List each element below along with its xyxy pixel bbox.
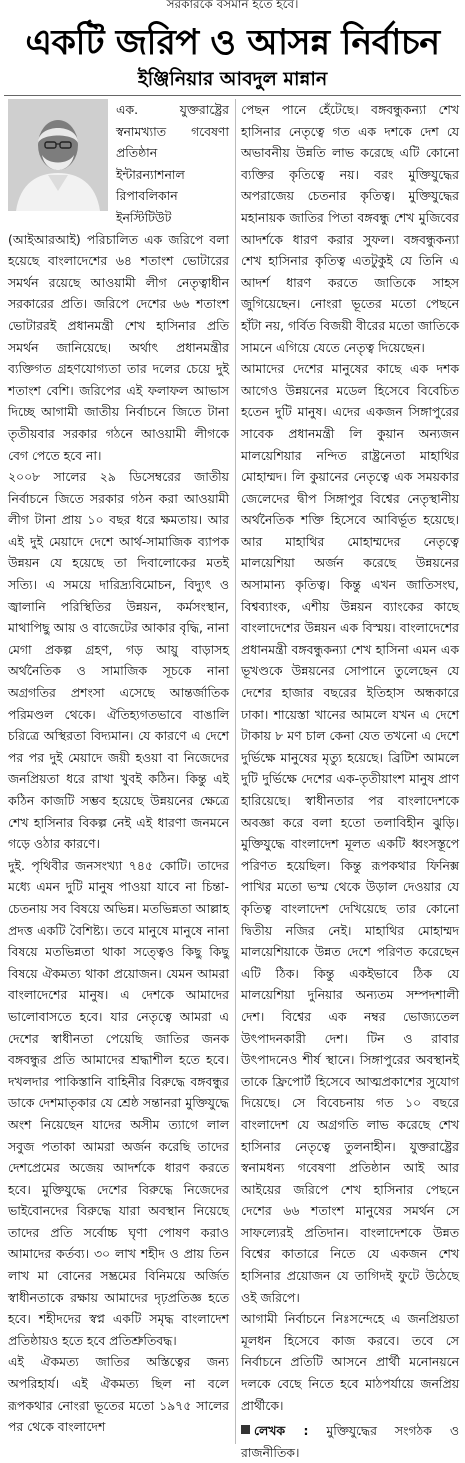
paragraph-1: এক. যুক্তরাষ্ট্রের স্বনামখ্যাত গবেষণা প্রতিষ্ঠান ইন্টারন্যাশনাল রিপাবলিকান ইনস্টিটিউট (আইআরআই) পরিচালিত এক জরিপে বলা হয়েছে বাংলাদেশের ৬৪ শতাংশ ভোটারের সমর্থন রয়েছে আওয়ামী লীগ নেতৃত্বাধীন সরকারের প্রতি। জরিপে দেশের ৬৬ শতাংশ ভোটাররই প্রধানমন্ত্রী শেখ হাসিনার প্রতি সমর্থন জানিয়েছে। অর্থাৎ প্রধানমন্ত্রীর ব্যক্তিগত গ্রহণযোগ্যতা তার দলের চেয়ে দুই শতাংশ বেশি। জরিপের এই ফলাফল আভাস দিচ্ছে আগামী জাতীয় নির্বাচনে জিতে টানা তৃতীয়বার সরকার গঠনে আওয়ামী লীগকে বেগ পেতে হবে না। [8, 102, 229, 463]
header-divider [4, 95, 461, 96]
author-photo [8, 99, 108, 211]
paragraph-4: এই ঐকমত্য জাতির অস্তিত্বের জন্য অপরিহার্য। এই ঐকমত্য ছিল না বলে রূপকথার নোংরা ভূতের মতো ১৯৭৫ সালের পর থেকে বাংলাদেশ [8, 1354, 229, 1435]
square-bullet-icon [241, 1425, 250, 1434]
column-divider [235, 99, 236, 1444]
previous-article-cut-line: সরকারকে বসমান হতে হবে। [166, 0, 299, 11]
author-note-text: মুক্তিযুদ্ধের সংগঠক ও রাজনীতিক। [241, 1423, 459, 1460]
author-portrait-image [8, 99, 108, 211]
article-headline: একটি জরিপ ও আসন্ন নির্বাচন [25, 23, 440, 63]
author-byline: ইঞ্জিনিয়ার আবদুল মান্নান [137, 68, 328, 90]
author-note-label: লেখক : [254, 1423, 309, 1439]
article-column-right [241, 99, 459, 1460]
paragraph-6: আমাদের দেশের মানুষের কাছে এক দশক আগেও উন্নয়নের মডেল হিসেবে বিবেচিত হতেন দুটি মানুষ। এদের একজন সিঙ্গাপুরের সাবেক প্রধানমন্ত্রী লি কুয়ান অন্যজন মালয়েশিয়ার নন্দিত রাষ্ট্রনেতা মাহাথির মোহাম্মদ। লি কুয়ানের নেতৃত্বে এক সময়কার জেলেদের দ্বীপ সিঙ্গাপুর বিশ্বের নেতৃস্থানীয় অর্থনৈতিক শক্তি হিসেবে আবির্ভূত হয়েছে। আর মাহাথির মোহাম্মদের নেতৃত্বে মালয়েশিয়া অর্জন করেছে উন্নয়নের অসামান্য কৃতিত্ব। কিন্তু এখন জাতিসংঘ, বিশ্বব্যাংক, এশীয় উন্নয়ন ব্যাংকের কাছে বাংলাদেশের উন্নয়ন এক বিস্ময়। বাংলাদেশের প্রধানমন্ত্রী বঙ্গবন্ধুকন্যা শেখ হাসিনা এমন এক ভূখণ্ডকে উন্নয়নের সোপানে তুলেছেন যে দেশের হাজার বছরের ইতিহাস অন্ধকারে ঢাকা। শায়েস্তা খানের আমলে যখন এ দেশে টাকায় ৮ মণ চাল কেনা যেত তখনো এ দেশে দুর্ভিক্ষে মানুষের মৃত্যু হয়েছে। ব্রিটিশ আমলে দুটি দুর্ভিক্ষে দেশের এক-তৃতীয়াংশ মানুষ প্রাণ হারিয়েছে। স্বাধীনতার পর বাংলাদেশকে অবজ্ঞা করে বলা হতো তলাবিহীন ঝুড়ি। মুক্তিযুদ্ধে বাংলাদেশ মূলত একটি ধ্বংসস্তূপে পরিণত হয়েছিল। কিন্তু রূপকথার ফিনিক্স পাখির মতো ভস্ম থেকে উড়াল দেওয়ার যে কৃতিত্ব বাংলাদেশ দেখিয়েছে তার কোনো দ্বিতীয় নজির নেই। মাহাথির মোহাম্মদ মালয়েশিয়াকে উন্নত দেশে পরিণত করেছেন এটি ঠিক। কিন্তু একইভাবে ঠিক যে মালয়েশিয়া দুনিয়ার অন্যতম সম্পদশালী দেশ। বিশ্বের এক নম্বর ভোজ্যতেল উৎপাদনকারী দেশ। টিন ও রাবার উৎপাদনেও শীর্ষ স্থানে। সিঙ্গাপুরের অবস্থানই তাকে ফ্রিপোর্ট হিসেবে আত্মপ্রকাশের সুযোগ দিয়েছে। সে বিবেচনায় গত ১০ বছরে বাংলাদেশ যে অগ্রগতি লাভ করেছে শেখ হাসিনার নেতৃত্বে তুলনাহীন। যুক্তরাষ্ট্রের স্বনামধন্য গবেষণা প্রতিষ্ঠান আই আর আইয়ের জরিপে শেখ হাসিনার পেছনে দেশের ৬৬ শতাংশ মানুষের সমর্থন সে সাফল্যেরই প্রতিদান। বাংলাদেশকে উন্নত বিশ্বের কাতারে নিতে যে একজন শেখ হাসিনার প্রয়োজন যে তাগিদই ফুটে উঠেছে ওই জরিপে। [241, 361, 459, 1305]
author-note [241, 1420, 459, 1463]
paragraph-2: ২০০৮ সালের ২৯ ডিসেম্বরের জাতীয় নির্বাচনে জিতে সরকার গঠন করা আওয়ামী লীগ টানা প্রায় ১০ বছর ধরে ক্ষমতায়। আর এই দুই মেয়াদে দেশে আর্থ-সামাজিক ব্যাপক উন্নয়ন যে হয়েছে তা দিবালোকের মতই সত্যি। এ সময়ে দারিদ্র্যবিমোচন, বিদ্যুৎ ও জ্বালানি পরিস্থিতির উন্নয়ন, কর্মসংস্থান, মাথাপিছু আয় ও বাজেটের আকার বৃদ্ধি, নানা মেগা প্রকল্প গ্রহণ, গড় আয়ু বাড়াসহ অর্থনৈতিক ও সামাজিক সূচকে নানা অগ্রগতির প্রশংসা এসেছে আন্তর্জাতিক পরিমণ্ডল থেকে। ঐতিহ্যগতভাবে বাঙালি চরিত্রে অস্থিরতা বিদ্যমান। যে কারণে এ দেশে পর পর দুই মেয়াদে জয়ী হওয়া বা নিজেদের জনপ্রিয়তা ধরে রাখা খুবই কঠিন। কিন্তু এই কঠিন কাজটি সম্ভব হয়েছে উন্নয়নের ক্ষেত্রে শেখ হাসিনার বিকল্প নেই এই ধারণা জনমনে গড়ে ওঠার কারণে। [8, 469, 229, 852]
paragraph-5: পেছন পানে হেঁটেছে। বঙ্গবন্ধুকন্যা শেখ হাসিনার নেতৃত্বে গত এক দশকে দেশ যে অভাবনীয় উন্নতি লাভ করেছে এটি কোনো ব্যক্তির কৃতিত্বে নয়। বরং মুক্তিযুদ্ধের অপরাজেয় চেতনার কৃতিত্ব। মুক্তিযুদ্ধের মহানায়ক জাতির পিতা বঙ্গবন্ধু শেখ মুজিবের আদর্শকে ধারণ করার সুফল। বঙ্গবন্ধুকন্যা শেখ হাসিনার কৃতিত্ব এতটুকুই যে তিনি এ আদর্শ ধারণ করতে জাতিকে সাহস জুগিয়েছেন। নোংরা ভূতের মতো পেছনে হাঁটা নয়, গর্বিত বিজয়ী বীরের মতো জাতিকে সামনে এগিয়ে যেতে নেতৃত্ব দিয়েছেন। [241, 102, 459, 355]
paragraph-3: দুই. পৃথিবীর জনসংখ্যা ৭৪৫ কোটি। তাদের মধ্যে এমন দুটি মানুষ পাওয়া যাবে না চিন্তা-চেতনায় সব বিষয়ে অভিন্ন। মতভিন্নতা আল্লাহ প্রদত্ত একটি বৈশিষ্ট্য। তবে মানুষে মানুষে নানা বিষয়ে মতভিন্নতা থাকা সত্ত্বেও কিছু কিছু বিষয়ে ঐকমত্য থাকা প্রয়োজন। যেমন আমরা বাংলাদেশের মানুষ। এ দেশকে আমাদের ভালোবাসতে হবে। যার নেতৃত্বে আমরা এ দেশের স্বাধীনতা পেয়েছি জাতির জনক বঙ্গবন্ধুর প্রতি আমাদের শ্রদ্ধাশীল হতে হবে। দখলদার পাকিস্তানি বাহিনীর বিরুদ্ধে বঙ্গবন্ধুর ডাকে দেশমাতৃকার যে শ্রেষ্ঠ সন্তানরা মুক্তিযুদ্ধে অংশ নিয়েছেন যাদের অসীম ত্যাগে লাল সবুজ পতাকা আমরা অর্জন করেছি তাদের দেশপ্রেমের অজেয় আদর্শকে ধারণ করতে হবে। মুক্তিযুদ্ধে দেশের বিরুদ্ধে নিজেদের ভাইবোনদের বিরুদ্ধে যারা অবস্থান নিয়েছে তাদের প্রতি সর্বোচ্চ ঘৃণা পোষণ করাও আমাদের কর্তব্য। ৩০ লাখ শহীদ ও প্রায় তিন লাখ মা বোনের সম্ভ্রমের বিনিময়ে অর্জিত স্বাধীনতাকে রক্ষায় আমাদের দৃঢ়প্রতিজ্ঞ হতে হবে। শহীদদের স্বপ্ন একটি সমৃদ্ধ বাংলাদেশ প্রতিষ্ঠায়ও হতে হবে প্রতিশ্রুতিবদ্ধ। [8, 857, 229, 1348]
paragraph-7: আগামী নির্বাচনে নিঃসন্দেহে এ জনপ্রিয়তা মূলধন হিসেবে কাজ করবে। তবে সে নির্বাচনে প্রতিটি আসনে প্রার্থী মনোনয়নে দলকে বেছে নিতে হবে মাঠপর্যায়ে জনপ্রিয় প্রার্থীকে। [241, 1311, 459, 1413]
article-column-left [8, 99, 229, 1449]
